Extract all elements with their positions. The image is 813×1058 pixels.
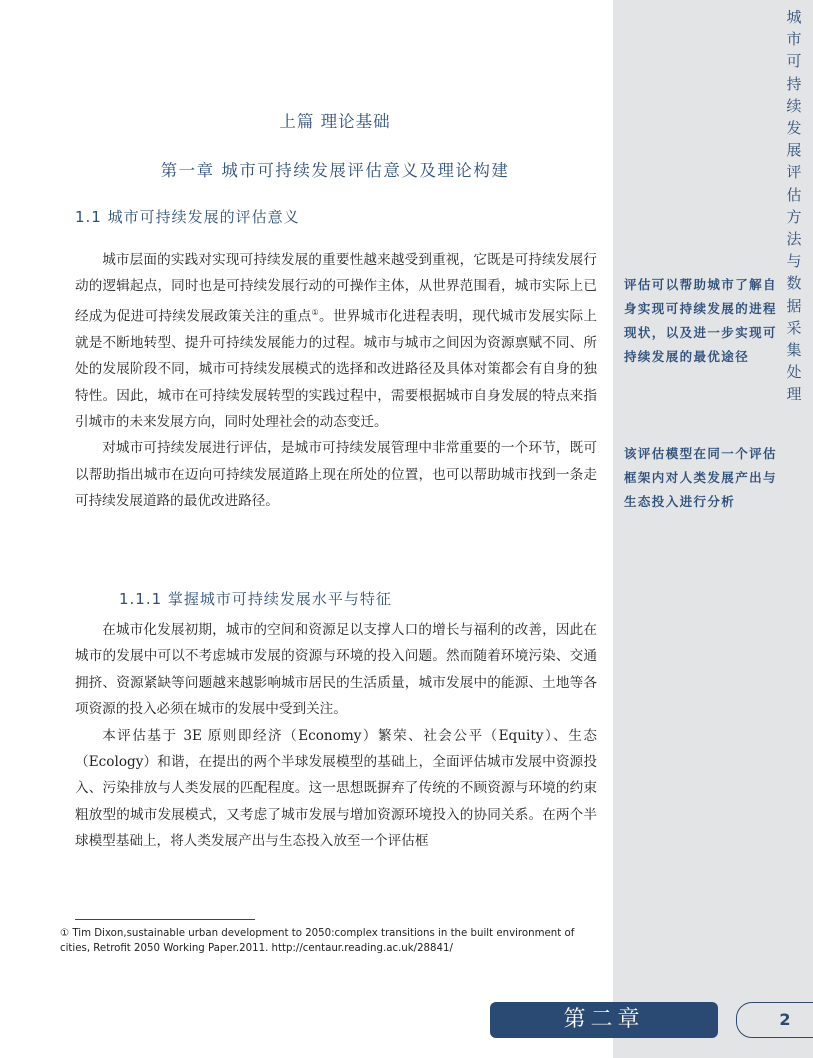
footnote — [60, 926, 600, 956]
book-title-vertical: 城市可持续发展评估方法与数据采集处理 — [786, 8, 802, 404]
section-heading-1-1-1: 1.1.1 掌握城市可持续发展水平与特征 — [119, 590, 392, 608]
footnote-line: cities, Retrofit 2050 Working Paper.2011. http://centaur.reading.ac.uk/28841/ — [60, 943, 453, 954]
margin-note-1: 评估可以帮助城市了解自身实现可持续发展的进程现状，以及进一步实现可持续发展的最优途径 — [624, 277, 777, 364]
page-number: 2 — [779, 1010, 791, 1029]
page-number-badge — [736, 1002, 813, 1038]
footnote-divider — [75, 919, 255, 920]
paragraph: 在城市化发展初期，城市的空间和资源足以支撑人口的增长与福利的改善，因此在城市的发展中可以不考虑城市发展的资源与环境的投入问题。然而随着环境污染、交通拥挤、资源紧缺等问题越来越影响城市居民的生活质量，城市发展中的能源、土地等各项资源的投入必须在城市的发展中受到关注。 — [75, 622, 597, 718]
section-heading-1-1: 1.1 城市可持续发展的评估意义 — [75, 208, 300, 226]
chapter-tab: 第二章 — [490, 1002, 718, 1038]
section-1-1-1-body — [75, 617, 597, 855]
margin-note-2: 该评估模型在同一个评估框架内对人类发展产出与生态投入进行分析 — [624, 446, 777, 509]
part-title: 上篇 理论基础 — [279, 112, 391, 131]
section-1-1-body — [75, 247, 597, 515]
footnote-line: ① Tim Dixon,sustainable urban development to 2050:complex transitions in the built environment of — [60, 928, 575, 939]
paragraph: 对城市可持续发展进行评估，是城市可持续发展管理中非常重要的一个环节，既可以帮助指出城市在迈向可持续发展道路上现在所处的位置，也可以帮助城市找到一条走可持续发展道路的最优改进路径。 — [75, 440, 597, 510]
paragraph: 本评估基于 3E 原则即经济（Economy）繁荣、社会公平（Equity）、生态（Ecology）和谐，在提出的两个半球发展模型的基础上，全面评估城市发展中资源投入、污染排放与人类发展的匹配程度。这一思想既摒弃了传统的不顾资源与环境的约束粗放型的城市发展模式，又考虑了城市发展与增加资源环境投入的协同关系。在两个半球模型基础上，将人类发展产出与生态投入放至一个评估框 — [75, 727, 597, 850]
paragraph: 城市层面的实践对实现可持续发展的重要性越来越受到重视，它既是可持续发展行动的逻辑起点，同时也是可持续发展行动的可操作主体，从世界范围看，城市实际上已经成为促进可持续发展政策关注的重点①。世界城市化进程表明，现代城市发展实际上就是不断地转型、提升可持续发展能力的过程。城市与城市之间因为资源禀赋不同、所处的发展阶段不同，城市可持续发展模式的选择和改进路径及具体对策都会有自身的独特性。因此，城市在可持续发展转型的实践过程中，需要根据城市自身发展的特点来指引城市的未来发展方向，同时处理社会的动态变迁。 — [75, 252, 598, 430]
chapter-title: 第一章 城市可持续发展评估意义及理论构建 — [160, 161, 510, 180]
footnote-ref[interactable]: ① — [311, 307, 320, 317]
